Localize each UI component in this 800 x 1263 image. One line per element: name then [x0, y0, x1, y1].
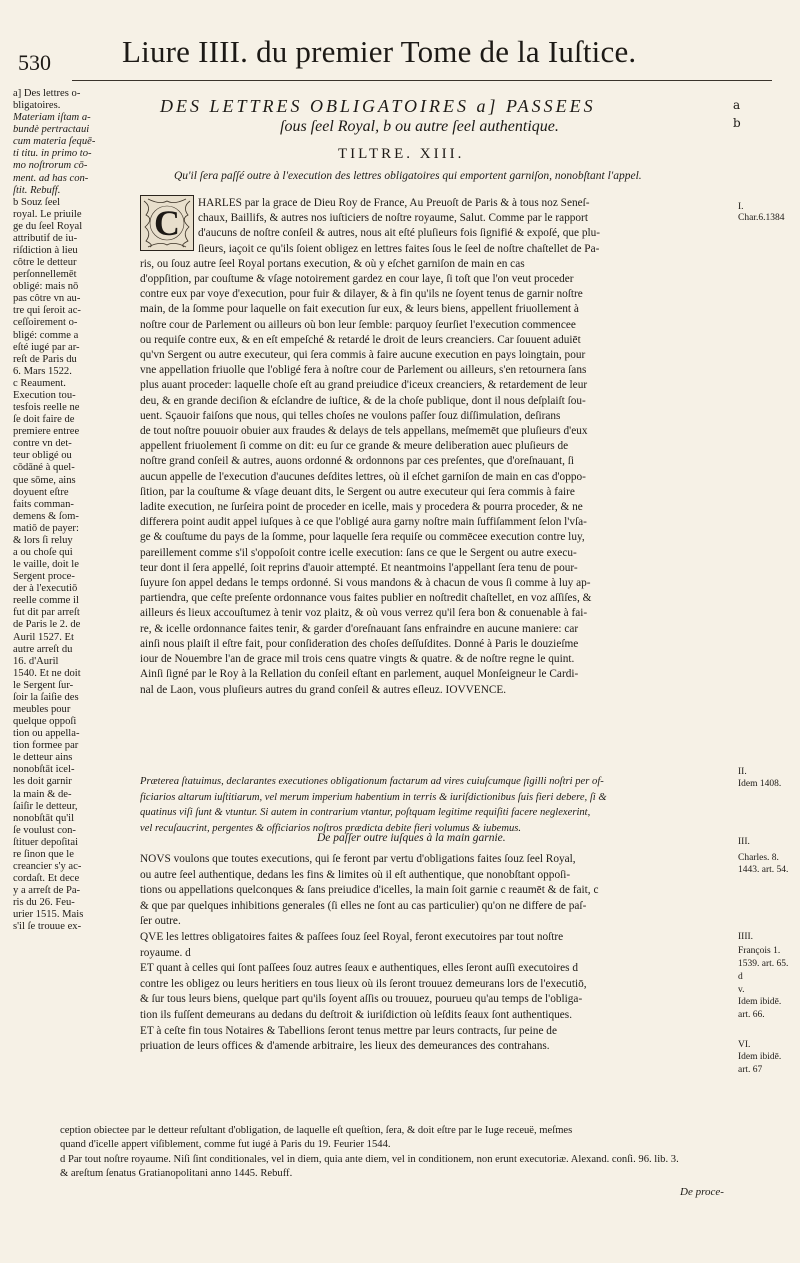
margin-note-line: ſtit. Rebuff. — [13, 184, 61, 196]
title-number: TILTRE. XIII. — [338, 146, 465, 162]
margin-note-line: doyuent eſtre — [13, 486, 69, 498]
margin-note-line: nonobſtāt icel- — [13, 764, 75, 776]
body-line: main, de la ſomme pour laquelle on fait execution ſur eux, & leurs biens, appellent friuollement à — [140, 303, 579, 316]
margin-note-line: obligé: mais nō — [13, 281, 79, 293]
body-line: royaume. d — [140, 946, 191, 959]
margin-note-line: les doit garnir — [13, 776, 72, 788]
body-line: appellent friuolement ſi comme on dit: eu ſur ce grande & meure deliberation auec pluſieurs de — [140, 440, 569, 453]
running-head: Liure IIII. du premier Tome de la Iuſtice. — [122, 34, 637, 69]
margin-note-line: attributif de iu- — [13, 232, 78, 244]
margin-note-line: Materiam iſtam a- — [13, 112, 91, 124]
margin-note-line: demens & ſom- — [13, 510, 79, 522]
body-line: ge & couſtume du pays de la ſomme, pour laquelle ſera requiſe ou commēcee execution contre luy, — [140, 531, 585, 544]
body-line: ladite execution, ne ſurſeira point de proceder en icelle, mais y procedera & pourra proceder, & ne — [140, 501, 583, 514]
margin-note-line: c Reaument. — [13, 377, 66, 389]
margin-note-line: le Sergent ſur- — [13, 679, 74, 691]
margin-note-line: de Paris le 2. de — [13, 619, 81, 631]
margin-note-line: côtre le detteur — [13, 257, 77, 269]
margin-note-line: nonobſtāt qu'il — [13, 812, 75, 824]
body-line: contre eux par voye d'execution, pour fuir & dilayer, & à fin qu'ils ne ſoyent tenus de garnir noſtre — [140, 288, 583, 301]
body-line: ſition, par la couſtume & vſage deuant dits, le Sergent ou autre executeur qui ſera commis à faire — [140, 485, 575, 498]
margin-note-line: reſt de Paris du — [13, 353, 77, 365]
margin-note-line: royal. Le priuile — [13, 208, 82, 220]
margin-note-line: meubles pour — [13, 703, 71, 715]
margin-note-line: b Souz ſeel — [13, 196, 61, 208]
margin-note-line: fut dit par arreſt — [13, 607, 80, 619]
margin-note-line: riſdiction à lieu — [13, 245, 78, 257]
margin-note-line: 16. d'Auril — [13, 655, 59, 667]
margin-note-line: a ou choſe qui — [13, 546, 73, 558]
right-margin-note: v. — [738, 985, 745, 995]
margin-note-line: eſté iugé par ar- — [13, 341, 80, 353]
body-line: priuation de leurs offices & d'amende arbitraire, les lieux des demeurances des contrahans. — [140, 1040, 550, 1053]
body-line: ſieurs, iaçoit ce qu'ils ſoient obligez en lettres faites ſous le ſeel de noſtre chaſtellet de Pa- — [198, 242, 600, 255]
body-line: Ainſi ſigné par le Roy à la Rellation du conſeil eſtant en parlement, auquel Monſeigneur le Cardi- — [140, 668, 579, 681]
margin-note-line: Auril 1527. Et — [13, 631, 74, 643]
right-margin-note: art. 67 — [738, 1065, 763, 1075]
footnote-line: ception obiectee par le detteur reſultant d'obligation, de laquelle eſt queſtion, ſera, & doit eſtre par le Iuge receuë, meſmes — [60, 1125, 573, 1136]
margin-note-line: ſtituer depoſitai — [13, 836, 79, 848]
right-margin-note: Idem ibidē. — [738, 1052, 782, 1062]
latin-line: ficiarios altarum iuſtitiarum, vel merum imperium habentium in terris & iuriſdictionibus ſuis fieri debere, ſi & — [140, 791, 607, 803]
margin-note-line: tre qui ſeroit ac- — [13, 305, 81, 317]
margin-note-line: le detteur ains — [13, 752, 73, 764]
margin-note-line: mo noſtrorum cō- — [13, 160, 88, 172]
header-rule — [72, 80, 772, 81]
margin-note-line: matiō de payer: — [13, 522, 79, 534]
body-line: & ſur tous leurs biens, quelque part qu'ils ſoyent aſſis ou trouuez, pourueu qu'au temps de l'obliga- — [140, 993, 583, 1006]
footnote-line: & areſtum ſenatus Gratianopolitani anno 1445. Rebuff. — [60, 1168, 293, 1180]
body-line: & que par quelques inhibitions generales (ſi elles ne ſont au cas particulier) qu'on ne differe de paſ- — [140, 899, 587, 912]
body-line: noſtre grand conſeil & autres, auons ordonné & ordonnons par ces preſentes, que d'oreſnauant, ſi — [140, 455, 575, 468]
margin-note-line: 6. Mars 1522. — [13, 365, 72, 377]
right-margin-note: 1539. art. 65. — [738, 959, 789, 969]
right-margin-note: IIII. — [738, 932, 754, 942]
margin-note-line: autre arreſt du — [13, 643, 73, 655]
body-line: contre les obligez ou leurs heritiers en tous lieux où ils ſeront trouuez demeurans lors de l'executiō, — [140, 977, 587, 990]
margin-note-line: que sōme, ains — [13, 474, 76, 486]
catchword: De proce- — [680, 1186, 724, 1198]
footnotes — [60, 1124, 740, 1182]
margin-note-line: s'il ſe trouue ex- — [13, 921, 82, 933]
body-line: d'aucuns de noſtre conſeil & autres, nous ait eſté pluſieurs fois ſignifié & expoſé, que plu- — [198, 227, 601, 240]
body-line: ſuyure ſon appel dedans le temps ordonné. Si vous mandons & à chacun de vous ſi comme à luy ap- — [140, 577, 591, 590]
margin-note-line: der à l'executiō — [13, 583, 78, 595]
right-margin-note: 1443. art. 54. — [738, 865, 789, 875]
body-line: d'oppſition, par couſtume & vſage notoirement gardez en cour laye, ſi toſt que l'on veut proceder — [140, 273, 574, 286]
right-margin-note: VI. — [738, 1040, 751, 1050]
margin-note-line: teur obligé ou — [13, 450, 72, 462]
body-line: HARLES par la grace de Dieu Roy de France, Au Preuoſt de Paris & à tous noz Seneſ- — [198, 197, 590, 209]
margin-note-line: ment. ad has con- — [13, 172, 89, 184]
body-line: tion ils fuſſent demeurans au dedans du deſtroit & iuriſdiction où leſdits ſeaux ſont authentiques. — [140, 1008, 573, 1021]
margin-note-line: le vaille, doit le — [13, 559, 79, 571]
margin-note-line: creancier s'y ac- — [13, 861, 82, 872]
body-line: iour de Nouembre l'an de grace mil trois cens quatre vingts & quatre. & de noſtre regne le quint. — [140, 653, 575, 666]
body-line: ET quant à celles qui ſont paſſees ſouz autres ſeaux e authentiques, elles ſeront auſſi executoires d — [140, 962, 579, 975]
body-line: NOVS voulons que toutes executions, qui ſe feront par vertu d'obligations faites ſouz ſeel Royal, — [140, 853, 576, 865]
body-line: pareillement comme s'il s'oppoſoit contre icelle execution: ſans ce que le Sergent ou autre execu- — [140, 546, 577, 559]
margin-note-line: a] Des lettres o- — [13, 88, 81, 99]
margin-note-line: ſoir la ſaiſie des — [13, 691, 79, 703]
right-margin-note: Idem ibidē. — [738, 997, 782, 1007]
body-line: deu, & en grande deciſion & eſclandre de iuſtice, & de la choſe publique, dont il nous deſplaiſt ſou- — [140, 394, 586, 407]
margin-note-line: ge du ſeel Royal — [13, 220, 83, 232]
margin-note-line: quelque oppoſi — [13, 716, 77, 728]
left-margin-notes — [13, 88, 137, 933]
right-margin-note: Char.6.1384 — [738, 213, 785, 223]
body-line: ſer outre. — [140, 915, 181, 928]
margin-note-line: tion formee par — [13, 740, 79, 752]
main-body — [140, 196, 730, 698]
latin-line: Præterea ſtatuimus, declarantes executiones obligationum factarum ad vires cuiuſcumque ſigilli noſtri per of- — [140, 776, 604, 787]
body-line: ou autre ſeel authentique, dedans les fins & limites où il eſt authentique, que nonobſtant oppoſi- — [140, 868, 571, 881]
margin-note-line: & lors ſi reluy — [13, 534, 73, 546]
margin-note-line: Sergent proce- — [13, 571, 75, 583]
margin-mark-a: a — [733, 98, 741, 112]
body-line: re, & icelle ordonnance faites tenir, & garder d'oreſnauant ſans enfraindre en aucune maniere: car — [140, 622, 579, 635]
body-line: tions ou appellations quelconques & ſans preiudice d'icelles, la main ſoit garnie c reaumēt & de fait, c — [140, 884, 599, 897]
body-line: uent. Sçauoir faiſons que nous, qui telles choſes ne voulons paſſer ſouz diſſimulation, deſirans — [140, 409, 561, 422]
body-line: de tout noſtre pouuoir obuier aux fraudes & delays de tels appellans, meſmemēt que pluſieurs d'eux — [140, 425, 588, 438]
right-margin-note: III. — [738, 837, 750, 847]
right-margin-note: François 1. — [738, 946, 781, 956]
margin-note-line: premiere entree — [13, 426, 80, 438]
margin-note-line: Execution tou- — [13, 389, 76, 401]
margin-note-line: tion ou appella- — [13, 728, 80, 740]
margin-note-line: ti titu. in primo to- — [13, 148, 92, 160]
margin-note-line: ſe doit faire de — [13, 414, 75, 426]
footnote-line: quand d'icelle appert viſiblement, comme fut iugé à Paris du 19. Feurier 1544. — [60, 1139, 391, 1151]
body-line: aucun appelle de l'execution d'aucunes deſdites lettres, où il eſchet garniſon de main en cas d'oppo- — [140, 470, 586, 483]
margin-note-line: cordaſt. Et dece — [13, 873, 80, 885]
footnote-line: d Par tout noſtre royaume. Niſi ſint conditionales, vel in diem, quia ante diem, vel in conditionem, non erunt executoriæ. Alexand. conſi. 96. lib. 3. — [60, 1153, 679, 1165]
margin-note-line: ceſſoirement o- — [13, 317, 78, 329]
body-line: QVE les lettres obligatoires faites & paſſees ſouz ſeel Royal, feront executoires par tout noſtre — [140, 930, 564, 943]
body-line: ainſi nous plaiſt il eſtre fait, pour conſideration des choſes deſſuſdites. Donné à Paris le douzieſme — [140, 637, 579, 650]
body-line: ET à ceſte fin tous Notaires & Tabellions ſeront tenus mettre par leurs contracts, ſur peine de — [140, 1024, 557, 1037]
rubric: Qu'il ſera paſſé outre à l'execution des lettres obligatoires qui emportent garniſon, nonobſtant l'appel. — [174, 170, 642, 182]
margin-note-line: faits comman- — [13, 498, 74, 510]
right-margin-note: d — [738, 972, 743, 982]
right-margin-note: I. — [738, 202, 744, 212]
latin-paragraph — [140, 774, 730, 836]
secondary-body — [140, 852, 730, 1055]
margin-note-line: ris du 26. Feu- — [13, 897, 75, 909]
subheading: De paſſer outre iuſques à la main garnie. — [317, 832, 506, 844]
body-line: ou requiſe contre eux, & en eſt empeſché & retardé le droit de leurs creanciers. Car ſouuent aduiēt — [140, 333, 581, 346]
margin-note-line: bligatoires. — [13, 100, 61, 112]
body-line: nal de Laon, vous pluſieurs autres du grand conſeil & autres eſleuz. IOVVENCE. — [140, 683, 507, 696]
margin-note-line: urier 1515. Mais — [13, 909, 84, 921]
margin-mark-b: b — [733, 116, 741, 130]
margin-note-line: re ſinon que le — [13, 848, 74, 860]
right-margin-note: Idem 1408. — [738, 779, 782, 789]
drop-cap-letter: C — [154, 203, 180, 243]
margin-note-line: ſe voulust con- — [13, 824, 76, 836]
margin-note-line: cum materia ſequē- — [13, 136, 96, 148]
body-line: teur dont il ſera appellé, ſoit reprins d'auoir attempté. Et neantmoins l'appellant ſera tenu de pour- — [140, 561, 578, 574]
body-line: ris, ou ſouz autre ſeel Royal portans execution, & où y eſchet garniſon de main en cas — [140, 257, 525, 270]
latin-line: quatinus viſi ſunt & vtuntur. Si autem in contrarium vtantur, poſtquam legitime requiſiti facere neglexerint, — [140, 807, 591, 818]
margin-note-line: y a arreſt de Pa- — [13, 885, 81, 897]
margin-note-line: ſaiſir le detteur, — [13, 800, 78, 812]
right-margin-note: II. — [738, 767, 747, 777]
body-line: qu'vn Sergent ou autre executeur, qui ſera commis à faire aucune execution en pays loingtain, pour — [140, 349, 586, 362]
right-margin-note: art. 66. — [738, 1010, 765, 1020]
margin-note-line: contre vn det- — [13, 438, 72, 450]
body-line: plus auant proceder: laquelle choſe eſt au grand preiudice d'iceux creanciers, & retardement de leur — [140, 379, 588, 392]
margin-note-line: bligé: comme a — [13, 329, 79, 341]
body-line: differera point audit appel iuſques à ce que l'obligé aura garny noſtre main ſuffiſamment ſelon l'vſa- — [140, 516, 587, 529]
margin-note-line: cōdāné à quel- — [13, 462, 75, 474]
body-line: chaux, Baillifs, & autres nos iuſticiers de noſtre royaume, Salut. Comme par le rapport — [198, 212, 588, 225]
margin-note-line: 1540. Et ne doit — [13, 667, 81, 679]
right-margin-note: Charles. 8. — [738, 853, 779, 863]
margin-note-line: bundè pertractaui — [13, 124, 90, 136]
body-line: noſtre cour de Parlement ou ailleurs où bon leur ſemble: parquoy ſeurſiet l'execution commencee — [140, 318, 576, 331]
body-line: ailleurs és lieux accouſtumez à tenir voz plaitz, & où vous verrez qu'il ſera bon & conuenable à fai- — [140, 607, 588, 620]
section-title: DES LETTRES OBLIGATOIRES a] PASSEES — [160, 96, 596, 116]
margin-note-line: tesfois reelle ne — [13, 402, 80, 414]
margin-note-line: pas côtre vn au- — [13, 293, 81, 305]
margin-note-line: la main & de- — [13, 788, 72, 800]
section-subtitle: ſous ſeel Royal, b ou autre ſeel authentique. — [280, 118, 559, 135]
margin-note-line: reelle comme il — [13, 595, 79, 607]
body-line: partiendra, que ceſte preſente ordonnance vous faites publier en noſtredit chaſtellet, en voz aſſiſes, & — [140, 592, 592, 605]
page-number: 530 — [18, 50, 51, 75]
margin-note-line: perſonnellemēt — [13, 269, 77, 281]
body-line: vne appellation friuolle que l'obligé fera à noſtre cour de Parlement ou ailleurs, s'en retournera ſans — [140, 364, 587, 377]
latin-line: vel recuſaucrint, pergentes & officiarios noſtros prædicta debite fieri volumus & iubemus. — [140, 822, 522, 834]
